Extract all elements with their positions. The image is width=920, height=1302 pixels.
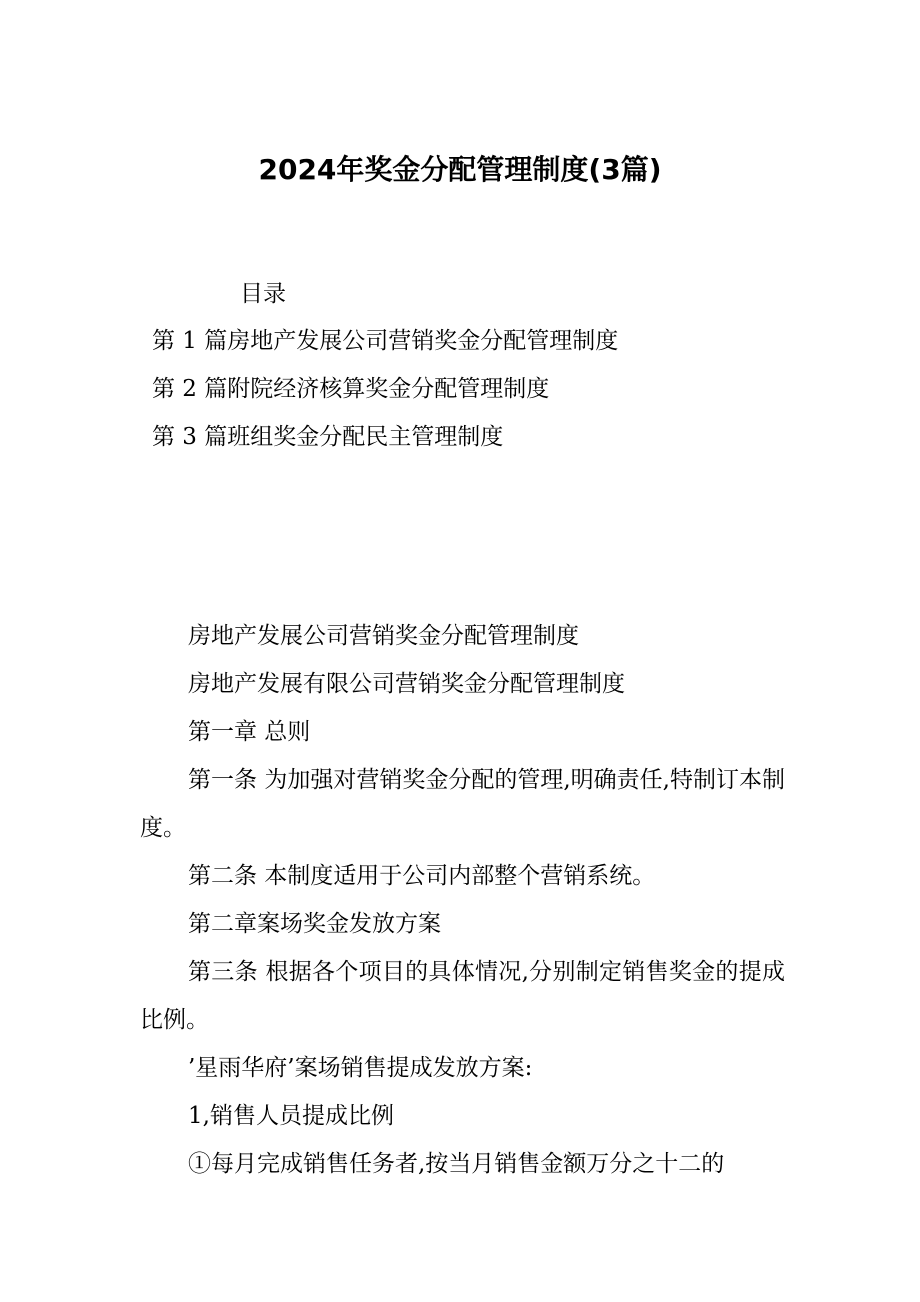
section-title: 房地产发展公司营销奖金分配管理制度: [188, 623, 579, 649]
article-paragraph: 第二条 本制度适用于公司内部整个营销系统。: [188, 863, 656, 889]
chapter-heading: 第二章案场奖金发放方案: [188, 911, 441, 937]
table-of-contents: [152, 325, 618, 469]
article-paragraph: 第三条 根据各个项目的具体情况,分别制定销售奖金的提成比例。: [140, 959, 785, 1033]
chapter-heading: 第一章 总则: [188, 719, 311, 745]
document-body: [140, 612, 785, 1188]
list-item: ①每月完成销售任务者,按当月销售金额万分之十二的: [188, 1151, 725, 1177]
toc-item: 第 1 篇房地产发展公司营销奖金分配管理制度: [152, 328, 619, 354]
list-heading: 1,销售人员提成比例: [188, 1103, 394, 1129]
section-subtitle: 房地产发展有限公司营销奖金分配管理制度: [188, 671, 625, 697]
toc-item: 第 2 篇附院经济核算奖金分配管理制度: [152, 376, 550, 402]
article-paragraph: 第一条 为加强对营销奖金分配的管理,明确责任,特制订本制度。: [140, 767, 785, 841]
toc-item: 第 3 篇班组奖金分配民主管理制度: [152, 424, 504, 450]
toc-heading: 目录: [240, 281, 286, 307]
document-title: 2024年奖金分配管理制度(3篇): [258, 153, 662, 186]
plan-heading: ’星雨华府’案场销售提成发放方案:: [188, 1055, 533, 1081]
